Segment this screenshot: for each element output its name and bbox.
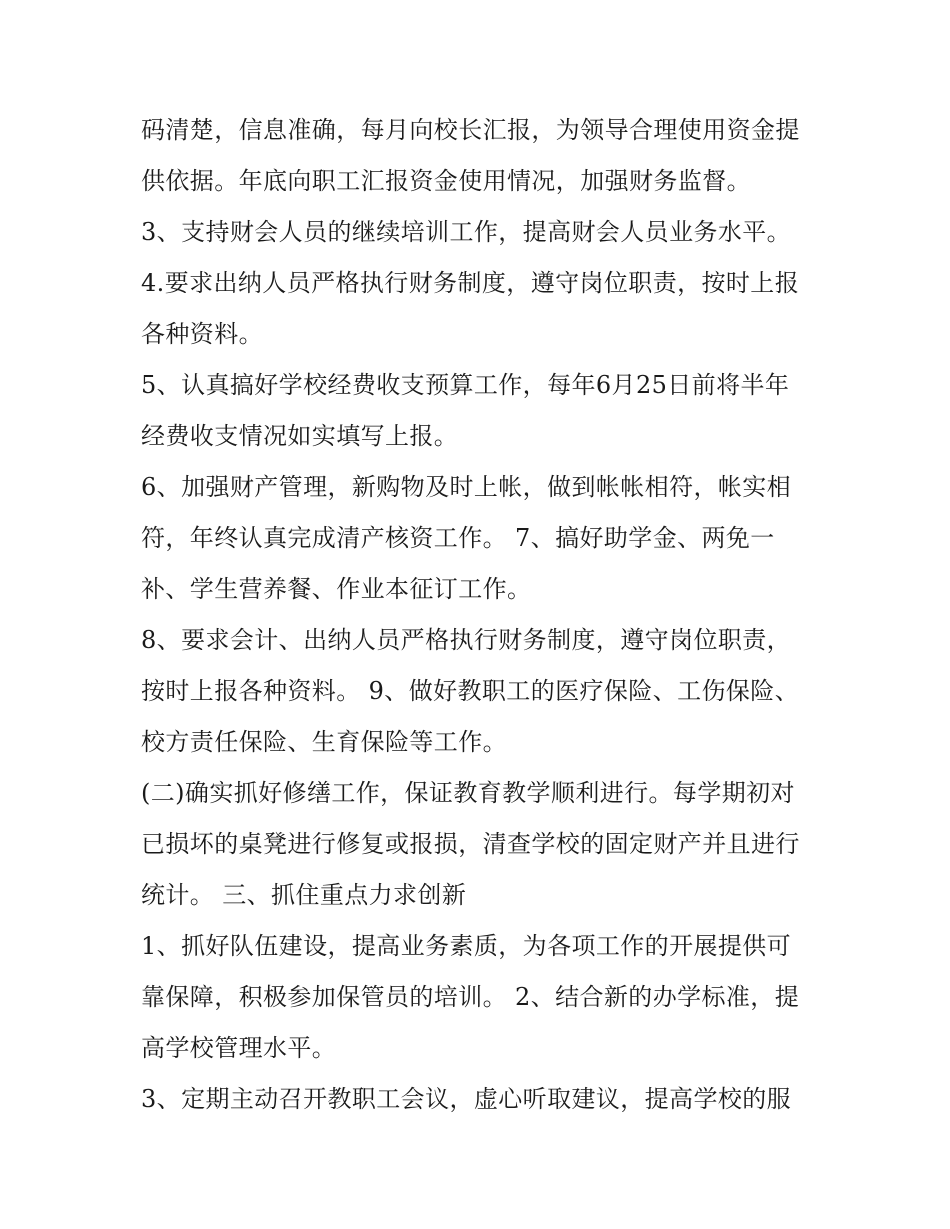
text-line: (二)确实抓好修缮工作，保证教育教学顺利进行。每学期初对 — [141, 779, 795, 807]
text-line: 统计。 三、抓住重点力求创新 — [141, 881, 467, 909]
text-line: 3、定期主动召开教职工会议，虚心听取建议，提高学校的服 — [141, 1085, 792, 1113]
text-line: 码清楚，信息准确，每月向校长汇报，为领导合理使用资金提 — [141, 116, 800, 144]
text-line: 4.要求出纳人员严格执行财务制度，遵守岗位职责，按时上报 — [141, 269, 800, 297]
text-line: 供依据。年底向职工汇报资金使用情况，加强财务监督。 — [141, 167, 751, 195]
text-line: 6、加强财产管理，新购物及时上帐，做到帐帐相符，帐实相 — [141, 473, 792, 501]
text-line: 1、抓好队伍建设，提高业务素质，为各项工作的开展提供可 — [141, 932, 792, 960]
text-line: 各种资料。 — [141, 320, 263, 348]
text-line: 补、学生营养餐、作业本征订工作。 — [141, 575, 532, 603]
text-line: 符，年终认真完成清产核资工作。 7、搞好助学金、两免一 — [141, 524, 775, 552]
text-line: 按时上报各种资料。 9、做好教职工的医疗保险、工伤保险、 — [141, 677, 800, 705]
text-line: 8、要求会计、出纳人员严格执行财务制度，遵守岗位职责， — [141, 626, 792, 654]
text-line: 靠保障，积极参加保管员的培训。 2、结合新的办学标准，提 — [141, 983, 800, 1011]
text-line: 3、支持财会人员的继续培训工作，提高财会人员业务水平。 — [141, 218, 792, 246]
text-line: 已损坏的桌凳进行修复或报损，清查学校的固定财产并且进行 — [141, 830, 800, 858]
text-line: 校方责任保险、生育保险等工作。 — [141, 728, 507, 756]
text-line: 5、认真搞好学校经费收支预算工作，每年6月25日前将半年 — [141, 371, 790, 399]
text-line: 经费收支情况如实填写上报。 — [141, 422, 459, 450]
text-line: 高学校管理水平。 — [141, 1034, 337, 1062]
